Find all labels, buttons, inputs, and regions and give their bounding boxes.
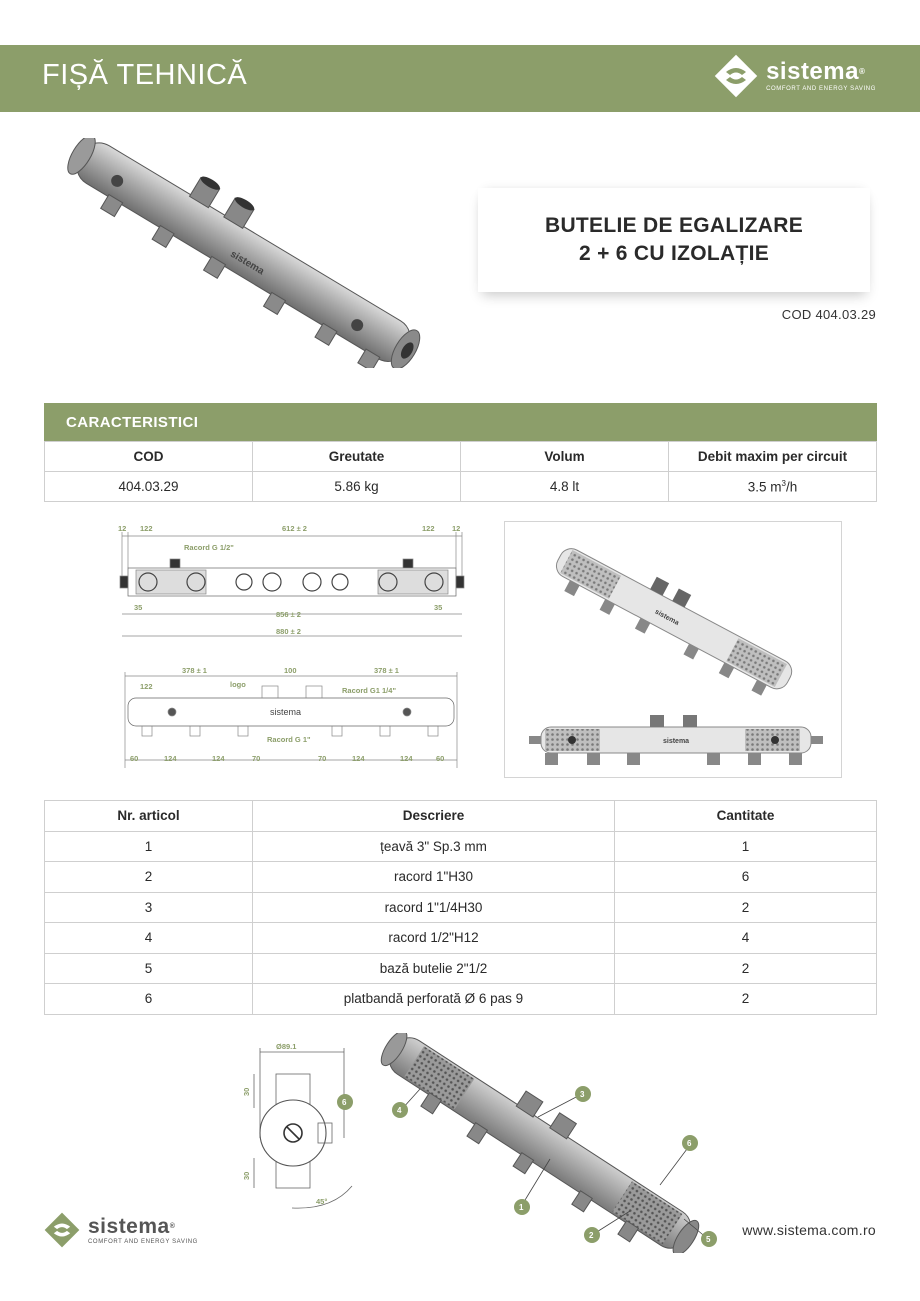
product-code: COD 404.03.29 — [781, 307, 876, 322]
svg-text:122: 122 — [140, 682, 153, 691]
callout-1: 1 — [519, 1203, 524, 1212]
col-cod: COD — [45, 442, 253, 472]
product-title-card — [478, 188, 870, 292]
svg-text:612 ± 2: 612 ± 2 — [282, 524, 307, 533]
characteristics-table — [44, 441, 877, 502]
svg-text:880 ± 2: 880 ± 2 — [276, 627, 301, 636]
svg-text:122: 122 — [140, 524, 153, 533]
cell-cod: 404.03.29 — [45, 472, 253, 502]
table-header-row — [45, 801, 877, 832]
product-render-image — [505, 522, 843, 779]
exploded-view — [380, 1033, 720, 1253]
svg-text:70: 70 — [318, 754, 327, 763]
cell-greutate: 5.86 kg — [253, 472, 461, 502]
logo-tagline: COMFORT AND ENERGY SAVING — [88, 1238, 198, 1245]
svg-text:12: 12 — [118, 524, 127, 533]
page-title: FIȘĂ TEHNICĂ — [42, 59, 248, 91]
svg-text:378 ± 1: 378 ± 1 — [374, 666, 399, 675]
svg-text:100: 100 — [284, 666, 297, 675]
svg-text:35: 35 — [134, 603, 143, 612]
product-render-panel — [504, 521, 842, 778]
website-link[interactable]: www.sistema.com.ro — [742, 1222, 876, 1238]
svg-text:35: 35 — [434, 603, 443, 612]
svg-text:122: 122 — [422, 524, 435, 533]
svg-text:sistema: sistema — [663, 738, 690, 745]
col-cantitate: Cantitate — [615, 801, 877, 832]
svg-text:logo: logo — [230, 680, 246, 689]
table-row: 3 racord 1"1/4H30 2 — [45, 892, 877, 923]
callout-3: 3 — [580, 1090, 585, 1099]
svg-text:Ø89.1: Ø89.1 — [276, 1042, 297, 1051]
table-row: 6 platbandă perforată Ø 6 pas 9 2 — [45, 984, 877, 1015]
svg-text:Racord G 1/2": Racord G 1/2" — [184, 543, 234, 552]
table-row: 2 racord 1"H30 6 — [45, 862, 877, 893]
svg-text:124: 124 — [352, 754, 365, 763]
col-greutate: Greutate — [253, 442, 461, 472]
col-nr-articol: Nr. articol — [45, 801, 253, 832]
hero-body-logo: sistema — [228, 248, 266, 278]
callout-6b: 6 — [687, 1139, 692, 1148]
svg-text:856 ± 2: 856 ± 2 — [276, 610, 301, 619]
brand-logo-top[interactable] — [714, 54, 876, 98]
col-volum: Volum — [461, 442, 669, 472]
svg-text:124: 124 — [400, 754, 413, 763]
col-descriere: Descriere — [253, 801, 615, 832]
logo-brand: sistema® — [88, 1214, 176, 1238]
characteristics-heading: CARACTERISTICI — [44, 403, 877, 441]
logo-tagline: COMFORT AND ENERGY SAVING — [766, 86, 876, 92]
svg-text:60: 60 — [436, 754, 445, 763]
svg-text:sistema: sistema — [653, 608, 680, 627]
callout-6: 6 — [342, 1098, 347, 1107]
callout-2: 2 — [589, 1231, 594, 1240]
svg-text:30: 30 — [242, 1087, 251, 1096]
sistema-logo-icon — [714, 54, 758, 98]
svg-text:Racord G 1": Racord G 1" — [267, 735, 311, 744]
technical-drawing — [100, 518, 480, 778]
svg-text:30: 30 — [242, 1171, 251, 1180]
parts-table — [44, 800, 877, 1015]
col-debit: Debit maxim per circuit — [669, 442, 877, 472]
cell-debit: 3.5 $m^3/h$ — [669, 472, 877, 502]
callout-5: 5 — [706, 1235, 711, 1244]
svg-text:Racord G1 1/4": Racord G1 1/4" — [342, 686, 396, 695]
svg-text:124: 124 — [212, 754, 225, 763]
svg-text:sistema: sistema — [270, 707, 302, 717]
svg-text:378 ± 1: 378 ± 1 — [182, 666, 207, 675]
svg-text:70: 70 — [252, 754, 261, 763]
svg-text:124: 124 — [164, 754, 177, 763]
logo-brand: sistema® — [766, 58, 866, 85]
table-row: 5 bază butelie 2"1/2 2 — [45, 953, 877, 984]
brand-logo-bottom[interactable] — [44, 1212, 198, 1248]
svg-text:60: 60 — [130, 754, 139, 763]
product-title-line2: 2 + 6 CU IZOLAȚIE — [578, 242, 770, 265]
table-header-row — [45, 442, 877, 472]
product-title-line1: BUTELIE DE EGALIZARE — [544, 214, 803, 237]
callout-4: 4 — [397, 1106, 402, 1115]
svg-text:45°: 45° — [316, 1197, 328, 1206]
table-row: 1 țeavă 3" Sp.3 mm 1 — [45, 831, 877, 862]
table-row — [45, 472, 877, 502]
cell-volum: 4.8 lt — [461, 472, 669, 502]
sistema-logo-icon — [44, 1212, 80, 1248]
table-row: 4 racord 1/2"H12 4 — [45, 923, 877, 954]
section-drawing — [232, 1038, 362, 1218]
product-hero-image — [58, 138, 428, 368]
svg-text:12: 12 — [452, 524, 461, 533]
